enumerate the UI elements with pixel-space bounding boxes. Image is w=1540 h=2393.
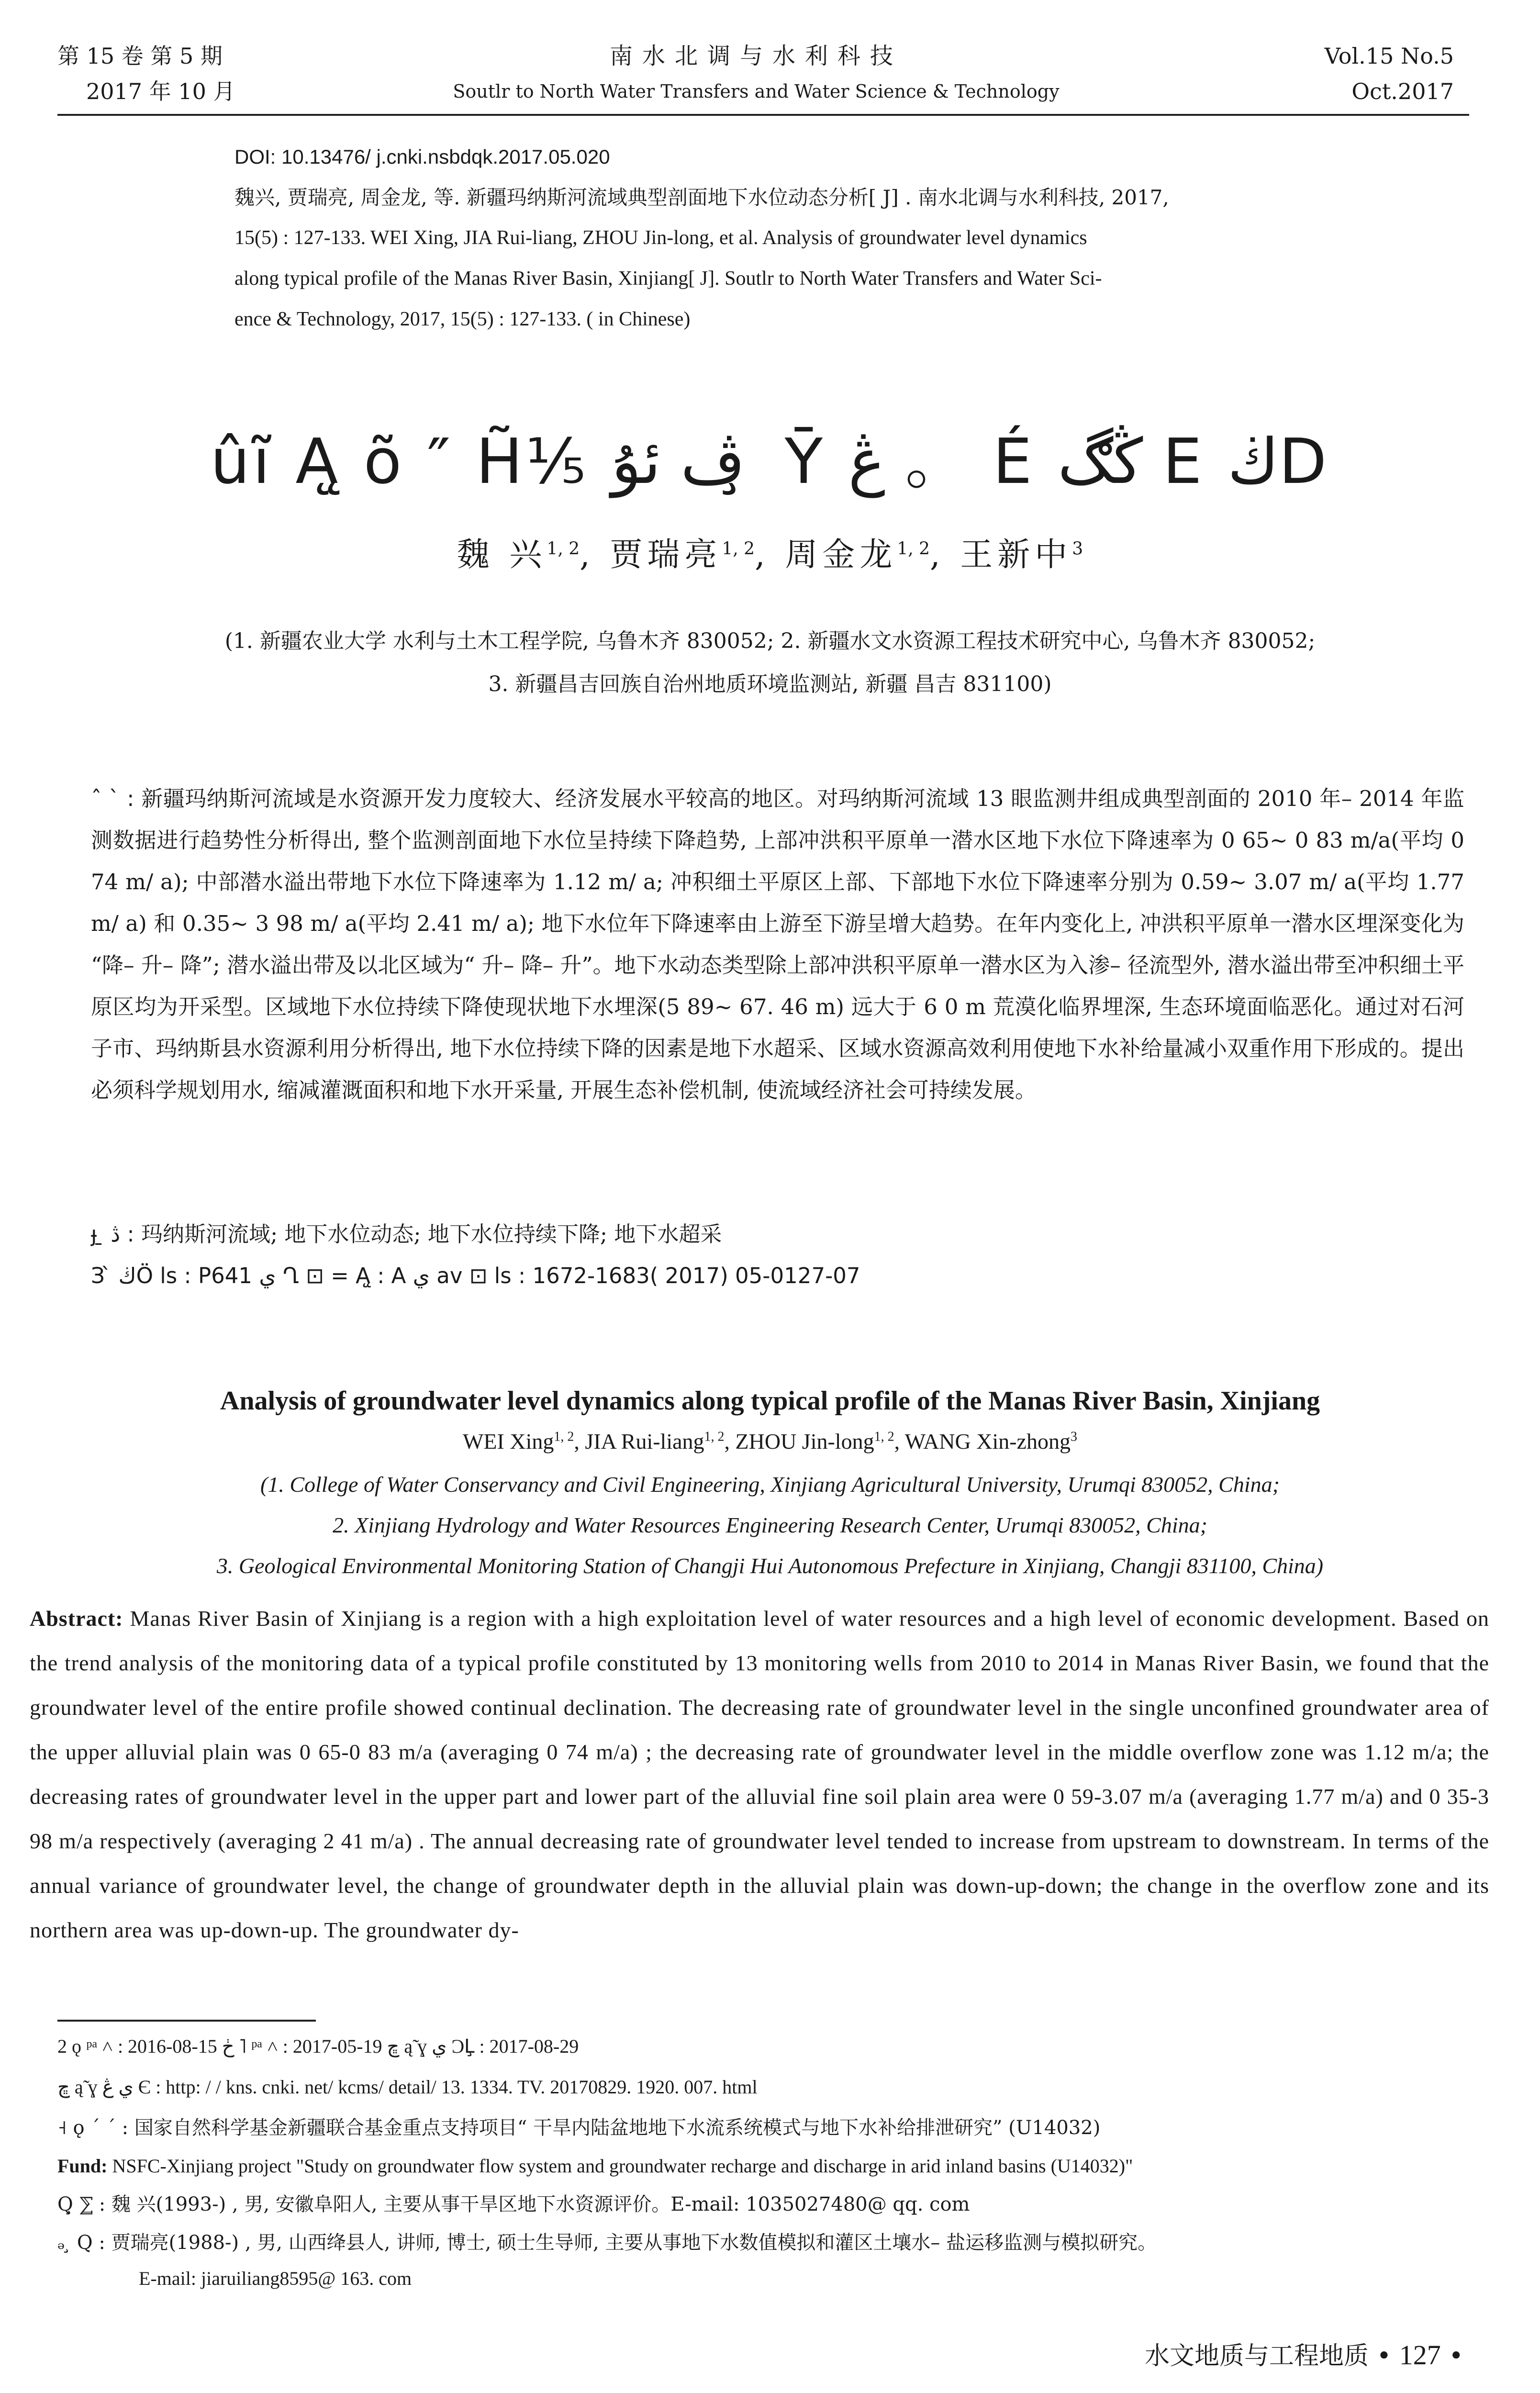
author-affiliation-mark: 1, 2 bbox=[554, 1429, 574, 1444]
footnote-divider bbox=[57, 2020, 316, 2022]
footnote-author2-email: E-mail: jiaruiliang8595@ 163. com bbox=[139, 2268, 412, 2289]
author-name: 周金龙 bbox=[785, 536, 897, 574]
page-footer bbox=[1145, 2336, 1463, 2371]
author-name: 魏 兴 bbox=[457, 536, 547, 574]
header-journal-title bbox=[306, 38, 1206, 109]
abstract-cn bbox=[91, 778, 1464, 1111]
abstract-en bbox=[30, 1596, 1489, 1952]
citation-line: 15(5) : 127-133. WEI Xing, JIA Rui-liang, ZHOU Jin-long, et al. Analysis of groundwater level dynamics bbox=[234, 227, 1087, 249]
footer-bullet: • bbox=[1376, 2342, 1392, 2371]
affiliations-cn bbox=[0, 620, 1540, 706]
keywords-cn bbox=[91, 1213, 1464, 1255]
affiliation-line: (1. 新疆农业大学 水利与土木工程学院, 乌鲁木齐 830052; 2. 新疆水文水资源工程技术研究中心, 乌鲁木齐 830052; bbox=[224, 629, 1316, 653]
keywords-text-cn: 玛纳斯河流域; 地下水位动态; 地下水位持续下降; 地下水超采 bbox=[141, 1221, 722, 1247]
author-name-en: ZHOU Jin-long bbox=[735, 1429, 874, 1454]
classification-codes: З ̀ ڬÖ ls : P641 ي Ղ ⊡ = Ą̨ : A ي av ⊡ ls : 1672-1683( 2017) 05-0127-07 bbox=[91, 1263, 860, 1288]
footnote-url: ڇ ą̃ ɣ ي ڠ Є : http: / / kns. cnki. net/ kcms/ detail/ 13. 1334. TV. 20170829. 1920. 007. html bbox=[57, 2076, 758, 2098]
affiliation-en: (1. College of Water Conservancy and Civil Engineering, Xinjiang Agricultural University, Urumqi 830052, China; bbox=[260, 1472, 1280, 1497]
author-affiliation-mark: 1, 2 bbox=[547, 539, 580, 559]
citation-line: 魏兴, 贾瑞亮, 周金龙, 等. 新疆玛纳斯河流域典型剖面地下水位动态分析[ J] . 南水北调与水利科技, 2017, bbox=[234, 186, 1169, 209]
author-affiliation-mark: 1, 2 bbox=[874, 1429, 894, 1444]
author-affiliation-mark: 1, 2 bbox=[722, 539, 755, 559]
author-name-en: WEI Xing bbox=[463, 1429, 554, 1454]
citation-block bbox=[234, 136, 1464, 340]
fund-text: NSFC-Xinjiang project "Study on groundwater flow system and groundwater recharge and discharge in arid inland basins (U14032)" bbox=[112, 2155, 1133, 2177]
header-month: Oct.2017 bbox=[1351, 78, 1454, 104]
author-name-en: JIA Rui-liang bbox=[585, 1429, 704, 1454]
affiliation-en: 2. Xinjiang Hydrology and Water Resources Engineering Research Center, Urumqi 830052, China; bbox=[333, 1513, 1207, 1537]
author-affiliation-mark: 3 bbox=[1070, 1429, 1077, 1444]
header-volume: 第 15 卷 第 5 期 bbox=[57, 43, 223, 69]
author-list-cn: 魏 兴$^{1, 2}$, 贾瑞亮$^{1, 2}$, 周金龙$^{1, 2}$, 王新中$^3$ bbox=[457, 536, 1083, 574]
abstract-text-en: Manas River Basin of Xinjiang is a region with a high exploitation level of water resources and a high level of economic development. Based on the trend analysis of the monitoring data of a typical profile constituted by 13 monitoring wells from 2010 to 2014 in Manas River Basin, we found that the groundwater level of the entire profile showed continual declination. The decreasing rate of groundwater level in the single unconfined groundwater area of the upper alluvial plain was 0 65-0 83 m/a (averaging 0 74 m/a) ; the decreasing rate of groundwater level in the middle overflow zone was 1.12 m/a; the decreasing rates of groundwater level in the upper part and lower part of the alluvial fine soil plain area were 0 59-3.07 m/a (averaging 1.77 m/a) and 0 35-3 98 m/a respectively (averaging 2 41 m/a) . The annual decreasing rate of groundwater level tended to increase from upstream to downstream. In terms of the annual variance of groundwater level, the change of groundwater depth in the alluvial plain was down-up-down; the change in the overflow zone and its northern area was up-down-up. The groundwater dy- bbox=[30, 1606, 1489, 1942]
paper-title-en: Analysis of groundwater level dynamics along typical profile of the Manas River Basin, Xinjiang bbox=[220, 1386, 1320, 1416]
footer-bullet: • bbox=[1449, 2342, 1463, 2371]
footnote-fund-en bbox=[57, 2154, 1469, 2179]
abstract-text-cn: 新疆玛纳斯河流域是水资源开发力度较大、经济发展水平较高的地区。对玛纳斯河流域 13 眼监测井组成典型剖面的 2010 年– 2014 年监测数据进行趋势性分析得出, 整个监测剖面地下水位呈持续下降趋势, 上部冲洪积平原单一潜水区地下水位下降速率为 0 65~ 0 83 m/a(平均 0 74 m/ a); 中部潜水溢出带地下水位下降速率为 1.12 m/ a; 冲积细土平原区上部、下部地下水位下降速率分别为 0.59~ 3.07 m/ a(平均 1.77 m/ a) 和 0.35~ 3 98 m/ a(平均 2.41 m/ a); 地下水位年下降速率由上游至下游呈增大趋势。在年内变化上, 冲洪积平原单一潜水区埋深变化为 “降– 升– 降”; 潜水溢出带及以北区域为“ 升– 降– 升”。地下水动态类型除上部冲洪积平原单一潜水区为入渗– 径流型外, 潜水溢出带至冲积细土平原区均为开采型。区域地下水位持续下降使现状地下水埋深(5 89~ 67. 46 m) 远大于 6 0 m 荒漠化临界埋深, 生态环境面临恶化。通过对石河子市、玛纳斯县水资源利用分析得出, 地下水位持续下降的因素是地下水超采、区域水资源高效利用使地下水补给量减小双重作用下形成的。提出必须科学规划用水, 缩减灌溉面积和地下水开采量, 开展生态补偿机制, 使流域经济社会可持续发展。 bbox=[91, 786, 1464, 1103]
section-name: 水文地质与工程地质 bbox=[1145, 2342, 1369, 2371]
abstract-label-en: Abstract: bbox=[30, 1606, 123, 1631]
doi: DOI: 10.13476/ j.cnki.nsbdqk.2017.05.020 bbox=[234, 145, 610, 168]
footnote-author1: Q̧ ⅀ : 魏 兴(1993-) , 男, 安徽阜阳人, 主要从事干旱区地下水资源评价。E-mail: 1035027480@ qq. com bbox=[57, 2193, 970, 2215]
paper-title-cn: ûĩ Ą̨ õ ″ H̃⅕ ڤ ئۇ ̧ Ȳ ڠ 。 É ڭڰ E ڬD bbox=[210, 425, 1330, 498]
journal-title-cn: 南水北调与水利科技 bbox=[609, 43, 903, 69]
header-vol-no bbox=[1325, 38, 1454, 109]
header-date: 2017 年 10 月 bbox=[86, 78, 235, 104]
author-list-en: WEI Xing$^{1, 2}$, JIA Rui-liang$^{1, 2}$, ZHOU Jin-long$^{1, 2}$, WANG Xin-zhong$^3$ bbox=[463, 1429, 1077, 1454]
author-affiliation-mark: 1, 2 bbox=[897, 539, 930, 559]
journal-title-en: Soutlr to North Water Transfers and Water Science & Technology bbox=[453, 81, 1060, 102]
footnote-dates: 2 ǫ ᵖᵃ ˄ : 2016-08-15 ڂ ˥ ᵖᵃ ˄ : 2017-05-19 ڇ ą̃ ɣ ي ƆԼ̧ : 2017-08-29 bbox=[57, 2035, 579, 2057]
citation-line: along typical profile of the Manas River Basin, Xinjiang[ J]. Soutlr to North Water Transfers and Water Sci- bbox=[234, 268, 1102, 290]
affiliation-en: 3. Geological Environmental Monitoring Station of Changji Hui Autonomous Prefecture in Xinjiang, Changji 831100, China) bbox=[216, 1554, 1324, 1578]
author-name: 王新中 bbox=[960, 536, 1072, 574]
keywords-label-cn: ɟ ̱ ڎ : bbox=[91, 1221, 134, 1247]
fund-label: Fund: bbox=[57, 2155, 108, 2177]
header-divider bbox=[57, 114, 1469, 116]
footnote-fund-cn: ˧ ǫ ˊ ˊ : 国家自然科学基金新疆联合基金重点支持项目“ 干旱内陆盆地地下水流系统模式与地下水补给排泄研究” (U14032) bbox=[57, 2117, 1101, 2139]
author-affiliation-mark: 1, 2 bbox=[704, 1429, 725, 1444]
page-number: 127 bbox=[1399, 2339, 1441, 2371]
footnote-author2: ₔ ̧ Q : 贾瑞亮(1988-) , 男, 山西绛县人, 讲师, 博士, 硕士生导师, 主要从事地下水数值模拟和灌区土壤水– 盐运移监测与模拟研究。 bbox=[57, 2232, 1157, 2254]
author-name-en: WANG Xin-zhong bbox=[904, 1429, 1071, 1454]
author-name: 贾瑞亮 bbox=[610, 536, 722, 574]
header-vol: Vol.15 No.5 bbox=[1324, 43, 1454, 69]
header-volume-issue bbox=[57, 38, 235, 109]
author-affiliation-mark: 3 bbox=[1072, 539, 1083, 559]
citation-line: ence & Technology, 2017, 15(5) : 127-133. ( in Chinese) bbox=[234, 308, 691, 330]
affiliation-line: 3. 新疆昌吉回族自治州地质环境监测站, 新疆 昌吉 831100) bbox=[488, 672, 1052, 696]
abstract-label-cn: ˆ ˋ : bbox=[91, 786, 134, 811]
